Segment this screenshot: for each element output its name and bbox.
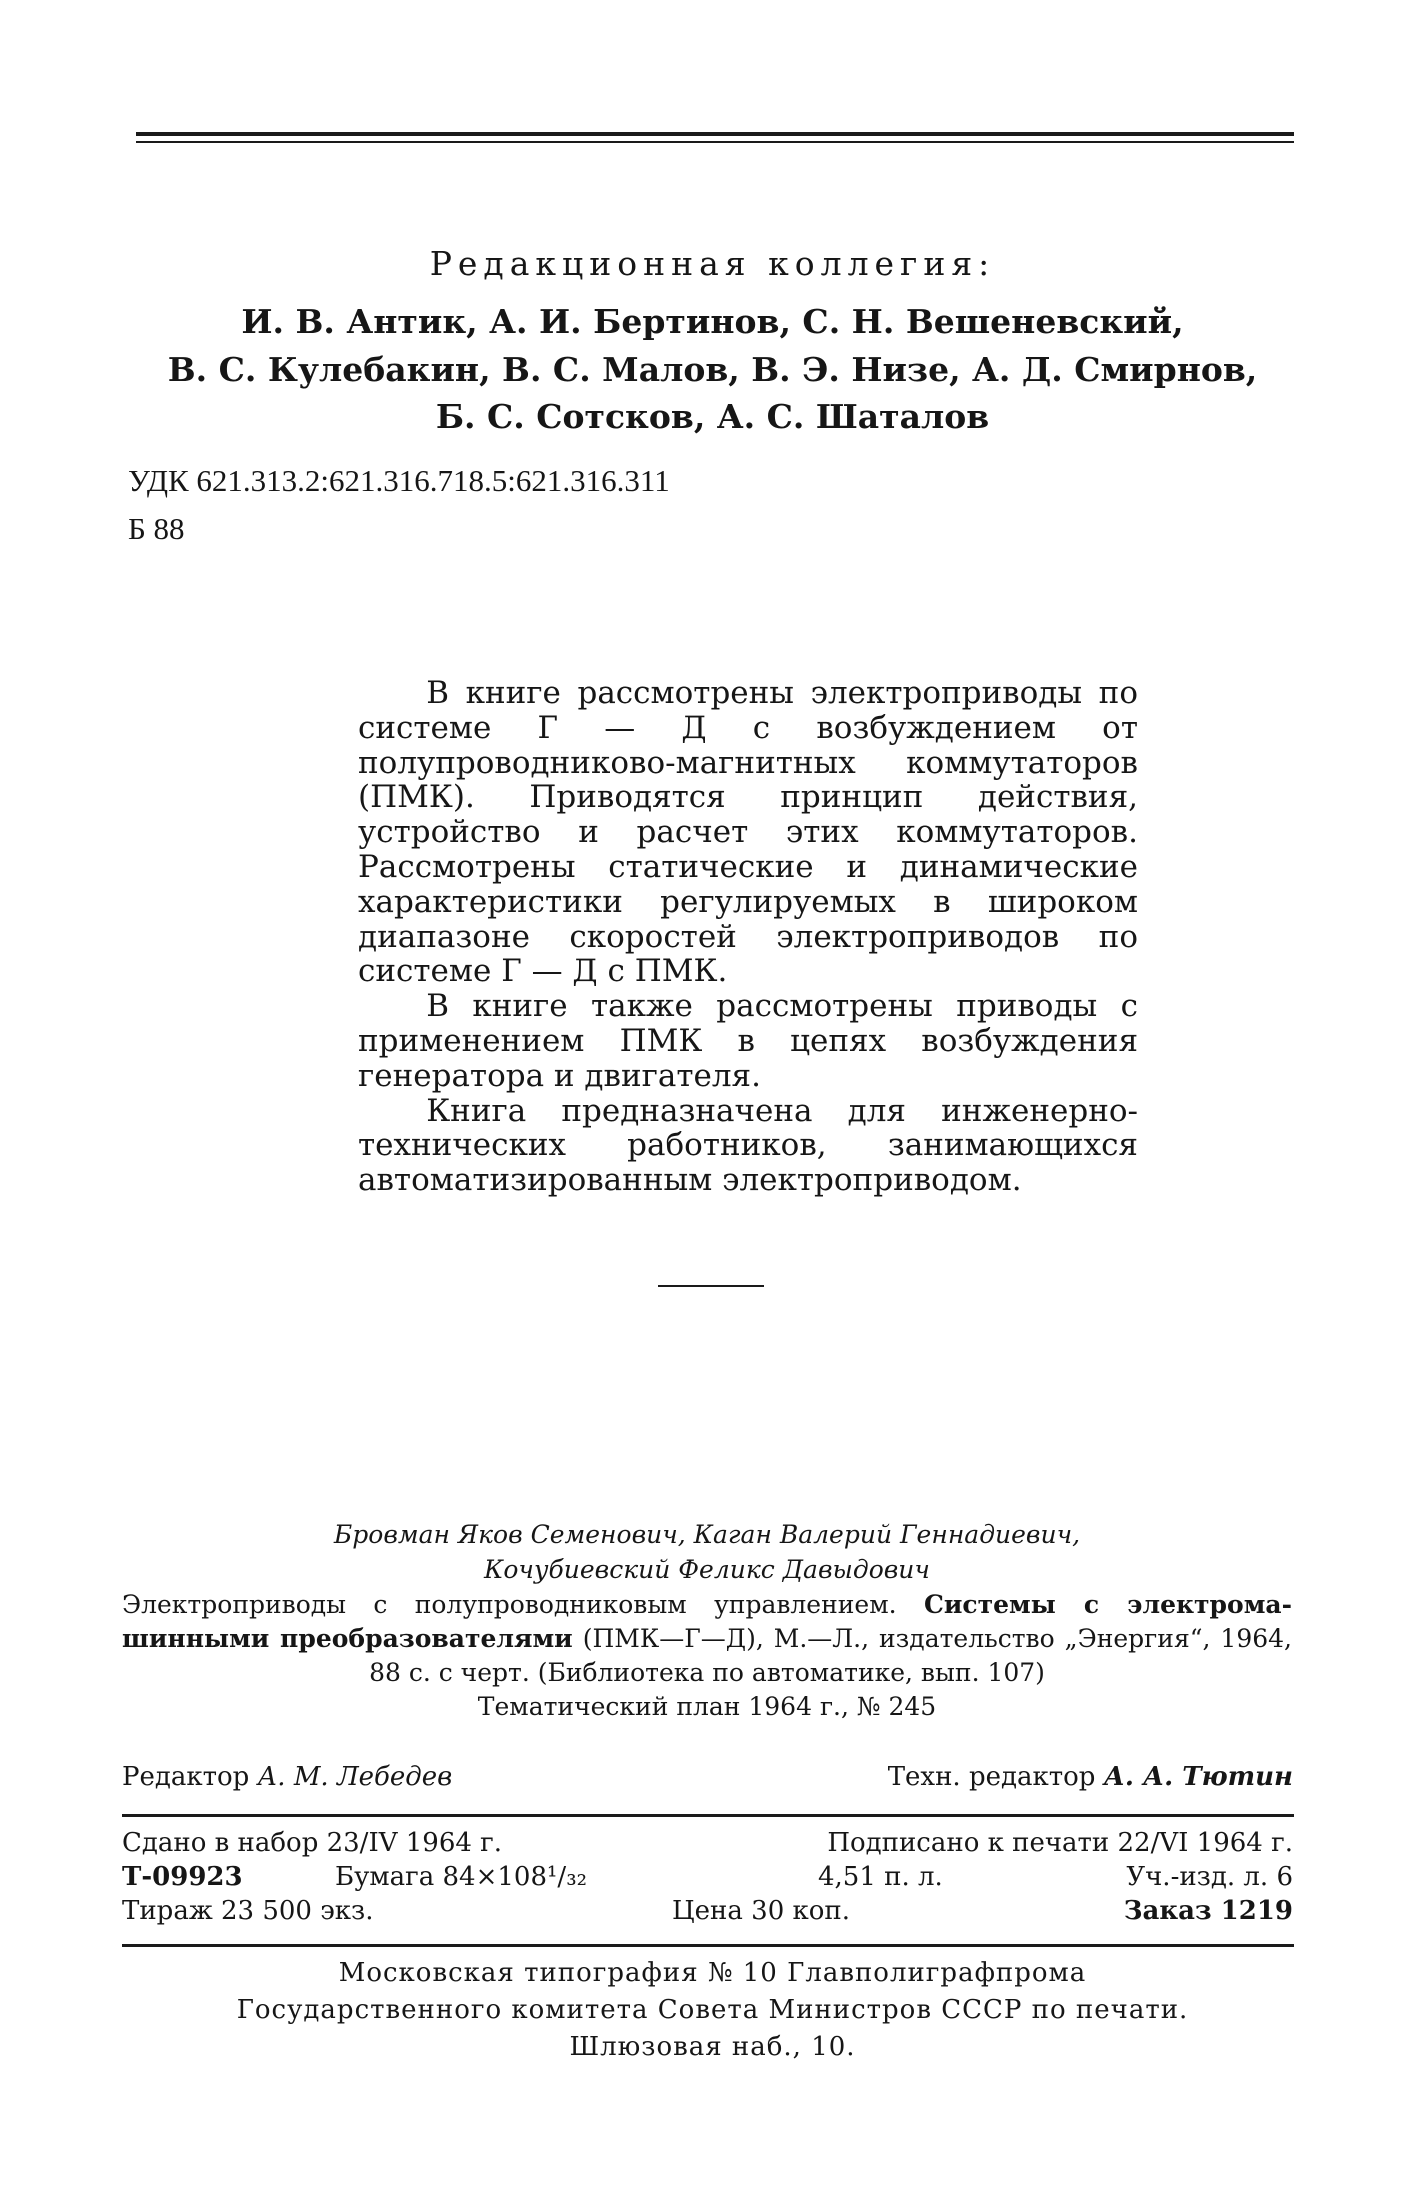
- imprint-paper: Бумага 84×108¹/₃₂: [335, 1862, 588, 1892]
- imprint-sent: Сдано в набор 23/IV 1964 г.: [122, 1828, 503, 1858]
- imprint-top-rule: [122, 1814, 1294, 1817]
- annotation-paragraph: Книга предназначена для инженерно-технических работников, занимающихся автоматизированным электроприводом.: [358, 1092, 1138, 1199]
- editorial-board-line-2: В. С. Кулебакин, В. С. Малов, В. Э. Низе, А. Д. Смирнов,: [167, 350, 1258, 389]
- imprint-print-run: Тираж 23 500 экз.: [122, 1896, 374, 1926]
- annotation-paragraph: В книге также рассмотрены приводы с применением ПМК в цепях возбуждения генератора и двигателя.: [358, 988, 1138, 1094]
- top-rule-thin: [136, 141, 1294, 143]
- editor-name: А. М. Лебедев: [257, 1762, 453, 1792]
- top-rule-thick: [136, 132, 1294, 136]
- annotation: [358, 676, 1138, 1198]
- bib-authors-line-2: Кочубиевский Феликс Давыдович: [484, 1555, 930, 1584]
- section-divider: [658, 1285, 764, 1287]
- imprint-signed: Подписано к печати 22/VI 1964 г.: [827, 1828, 1293, 1858]
- bib-title: Электроприводы с полупроводниковым управлением.: [122, 1590, 897, 1619]
- bbk-code: Б 88: [128, 511, 185, 546]
- bib-authors-line-1: Бровман Яков Семенович, Каган Валерий Геннадиевич,: [333, 1520, 1081, 1549]
- printer-line-3: Шлюзовая наб., 10.: [569, 2032, 856, 2062]
- imprint-price: Цена 30 коп.: [672, 1896, 851, 1926]
- editor-label: Редактор: [122, 1762, 250, 1792]
- editor-credit: [122, 1762, 452, 1792]
- tech-editor-label: Техн. редактор: [887, 1762, 1096, 1792]
- editorial-board-line-3: Б. С. Сотсков, А. С. Шаталов: [435, 397, 990, 436]
- annotation-paragraph: В книге рассмотрены электроприводы по системе Г — Д с возбуждением от полупроводниково-магнитных коммутаторов (ПМК). Приводятся принцип действия, устройство и расчет этих коммутаторов. Рассмотрены статические и динамические характеристики регулируемых в широком диапазоне скоростей электроприводов по системе Г — Д с ПМК.: [358, 675, 1138, 990]
- imprint-bottom-rule: [122, 1944, 1294, 1947]
- bib-plan: Тематический план 1964 г., № 245: [477, 1692, 937, 1721]
- bib-subtitle: Системы с электромашинными преобразователями: [122, 1590, 1292, 1653]
- imprint-printed-sheets: 4,51 п. л.: [818, 1862, 943, 1892]
- printer-line-1: Московская типография № 10 Главполиграфпрома: [338, 1958, 1087, 1988]
- bib-description: [122, 1588, 1292, 1690]
- bib-details: (ПМК—Г—Д), М.—Л., издательство „Энергия“, 1964, 88 с. с черт. (Библиотека по автоматике, вып. 107): [369, 1624, 1292, 1687]
- imprint-publisher-sheets: Уч.-изд. л. 6: [1126, 1862, 1293, 1892]
- udk-code: УДК 621.313.2:621.316.718.5:621.316.311: [128, 463, 670, 498]
- imprint-order: Заказ 1219: [1123, 1896, 1293, 1926]
- tech-editor-name: А. А. Тютин: [1103, 1762, 1293, 1792]
- imprint-code: Т-09923: [122, 1862, 243, 1892]
- tech-editor-credit: [888, 1762, 1293, 1792]
- editorial-board-line-1: И. В. Антик, А. И. Бертинов, С. Н. Вешеневский,: [241, 302, 1184, 341]
- printer-line-2: Государственного комитета Совета Министров СССР по печати.: [236, 1995, 1189, 2025]
- editorial-board-heading: Редакционная коллегия:: [429, 244, 996, 283]
